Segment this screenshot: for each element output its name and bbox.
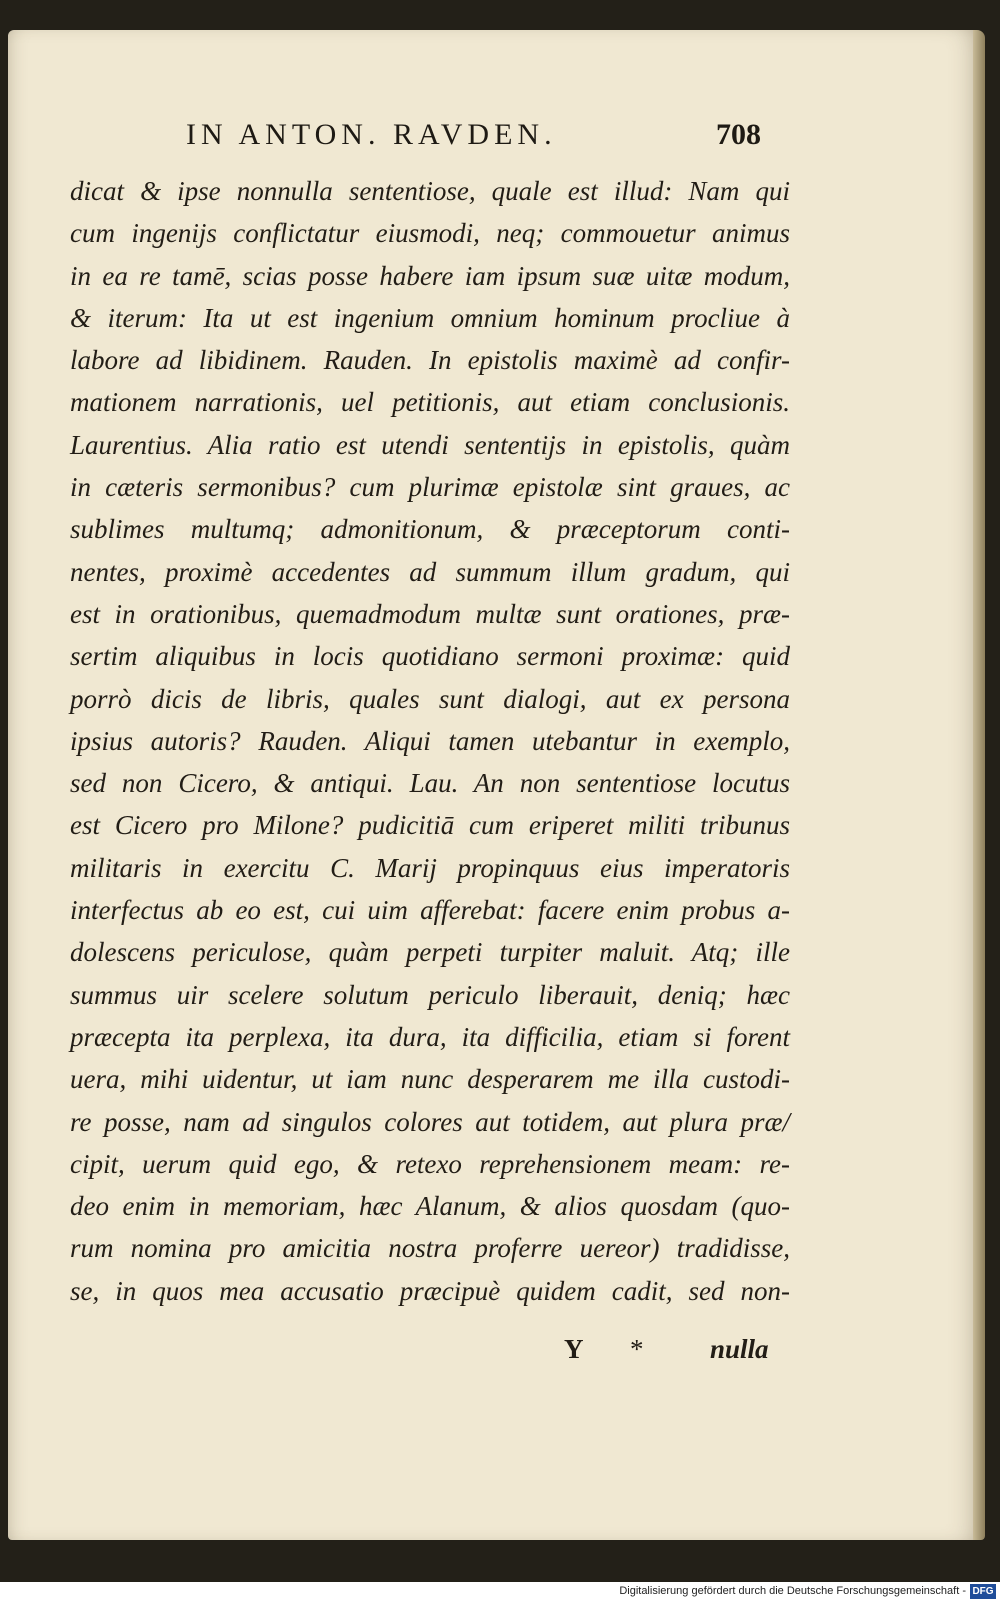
page-footer <box>8 1334 983 1370</box>
text-line: re posse, nam ad singulos colores aut totidem, aut plura præ/ <box>70 1106 790 1137</box>
text-line: in ea re tamē, scias posse habere iam ipsum suæ uitæ modum, <box>70 260 790 291</box>
text-line: militaris in exercitu C. Marij propinquus eius imperatoris <box>70 852 790 883</box>
text-line: labore ad libidinem. Rauden. In epistolis maximè ad confir- <box>70 345 790 376</box>
signature-mark: Y <box>564 1334 584 1364</box>
text-line: deo enim in memoriam, hæc Alanum, & alios quosdam (quo- <box>70 1191 790 1222</box>
credit-bar <box>0 1582 1000 1602</box>
text-line: uera, mihi uidentur, ut iam nunc desperarem me illa custodi- <box>70 1064 790 1095</box>
text-line: cum ingenijs conflictatur eiusmodi, neq; commouetur animus <box>70 218 790 249</box>
text-line: ipsius autoris? Rauden. Aliqui tamen utebantur in exemplo, <box>70 725 790 756</box>
text-line: interfectus ab eo est, cui uim afferebat: facere enim probus a- <box>70 895 790 926</box>
text-line: sed non Cicero, & antiqui. Lau. An non sententiose locutus <box>70 768 790 799</box>
text-line: præcepta ita perplexa, ita dura, ita difficilia, etiam si forent <box>70 1021 790 1052</box>
funding-credit: Digitalisierung gefördert durch die Deutsche Forschungsgemeinschaft - <box>619 1585 966 1597</box>
book-page <box>8 30 983 1540</box>
text-line: rum nomina pro amicitia nostra proferre uereor) tradidisse, <box>70 1233 790 1264</box>
text-line: dolescens periculose, quàm perpeti turpiter maluit. Atq; ille <box>70 937 790 968</box>
page-header <box>8 118 983 158</box>
dfg-logo: DFG <box>970 1584 996 1599</box>
text-line: sublimes multumq; admonitionum, & præceptorum conti- <box>70 514 790 545</box>
text-line: est Cicero pro Milone? pudicitiā cum eriperet militi tribunus <box>70 810 790 841</box>
signature-ornament: * <box>630 1334 644 1364</box>
text-line: nentes, proximè accedentes ad summum illum gradum, qui <box>70 556 790 587</box>
text-line: cipit, uerum quid ego, & retexo reprehensionem meam: re- <box>70 1148 790 1179</box>
text-line: sertim aliquibus in locis quotidiano sermoni proximæ: quid <box>70 641 790 672</box>
text-line: Laurentius. Alia ratio est utendi sententijs in epistolis, quàm <box>70 429 790 460</box>
text-line: & iterum: Ita ut est ingenium omnium hominum procliue à <box>70 302 790 333</box>
text-line: in cæteris sermonibus? cum plurimæ epistolæ sint graues, ac <box>70 472 790 503</box>
text-line: se, in quos mea accusatio præcipuè quidem cadit, sed non- <box>70 1275 790 1306</box>
text-line: porrò dicis de libris, quales sunt dialogi, aut ex persona <box>70 683 790 714</box>
page-number: 708 <box>716 118 761 151</box>
page-edge <box>973 30 985 1540</box>
text-line: summus uir scelere solutum periculo liberauit, deniq; hæc <box>70 979 790 1010</box>
text-line: mationem narrationis, uel petitionis, aut etiam conclusionis. <box>70 387 790 418</box>
text-line: dicat & ipse nonnulla sententiose, quale est illud: Nam qui <box>70 176 790 206</box>
catchword: nulla <box>710 1334 769 1364</box>
text-line: est in orationibus, quemadmodum multæ sunt orationes, præ- <box>70 598 790 629</box>
body-text <box>70 170 790 1312</box>
running-head: IN ANTON. RAVDEN. <box>186 118 557 151</box>
